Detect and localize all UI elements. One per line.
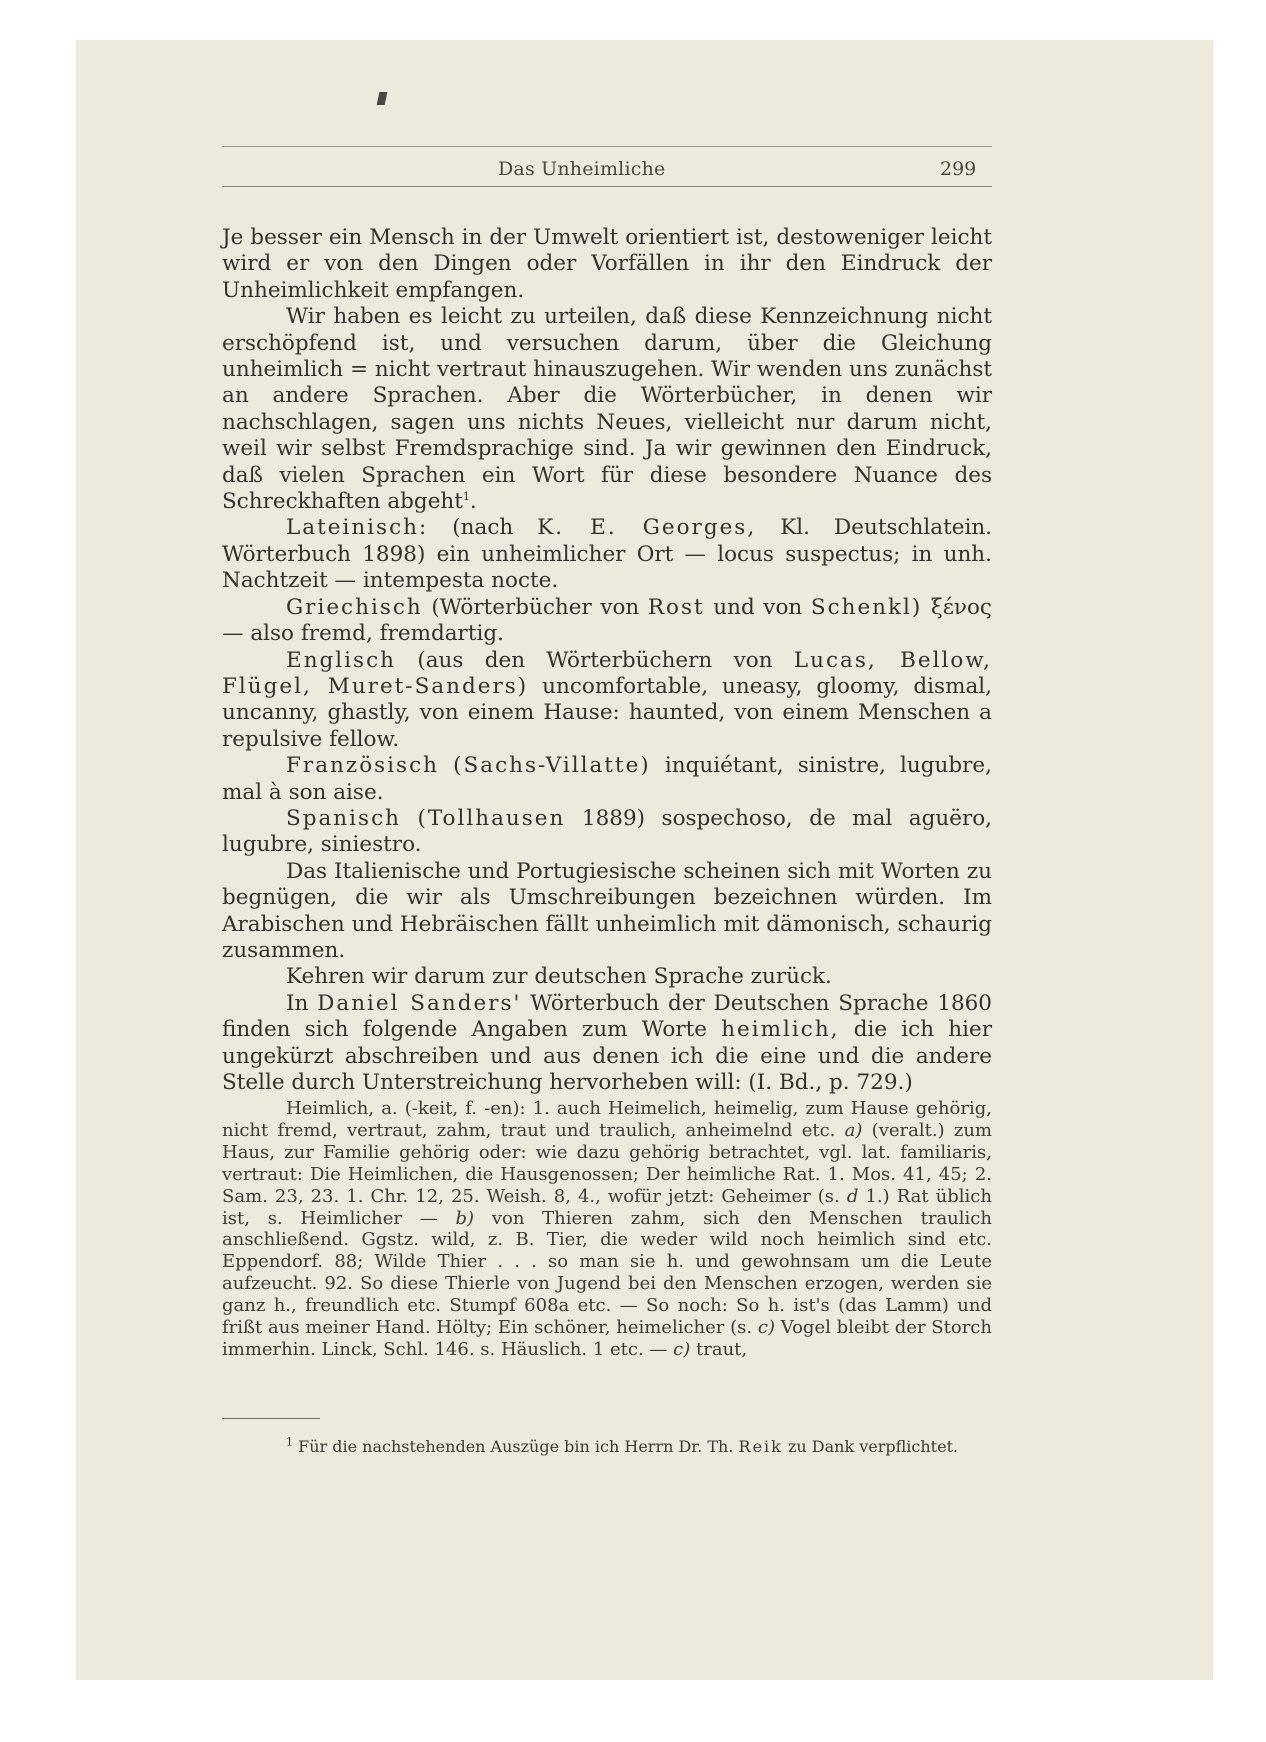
sanders-word: heimlich, — [721, 1017, 840, 1043]
quote-heimlich — [222, 1098, 992, 1361]
entry-english-label: Englisch — [286, 647, 396, 673]
entry-english-authors: Lucas, Bellow, Flügel, Muret-Sanders) — [222, 647, 992, 699]
entry-spanish — [222, 806, 992, 859]
entry-latin-text: Kl. Deutschlatein. Wörterbuch 1898) ein unheimlicher Ort — locus suspectus; in unh. Nachtzeit — intempesta nocte. — [222, 515, 992, 594]
paragraph-orientation: Je besser ein Mensch in der Umwelt orientiert ist, destoweniger leicht wird er von den Dingen oder Vorfällen in ihr den Eindruck der Unheimlichkeit empfangen. — [222, 225, 992, 303]
entry-spanish-label: Spanisch — [286, 805, 401, 831]
page-number: 299 — [940, 158, 977, 180]
entry-greek-label: Griechisch — [286, 594, 423, 620]
dictionary-quote — [222, 1098, 992, 1361]
quote-part-3: 1.) Rat üblich ist, s. Heimlicher — — [222, 1185, 992, 1229]
entry-greek — [222, 595, 992, 648]
entry-french-text: inquiétant, sinistre, lugubre, mal à son aise. — [222, 753, 992, 805]
header-rule-bottom — [222, 186, 992, 187]
entry-latin — [222, 515, 992, 594]
footnote-ref: 1 — [462, 489, 470, 503]
footnote-name: Reik — [738, 1437, 783, 1456]
paragraph-dictionaries: Wir haben es leicht zu urteilen, daß diese Kennzeichnung nicht erschöpfend ist, und versuchen darum, über die Gleichung unheimlich = nicht vertraut hinauszugehen. Wir wenden uns zunächst an andere Sprachen. Aber die Wörterbücher, in denen wir nachschlagen, sagen uns nichts Neues, vielleicht nur darum nicht, weil wir selbst Fremdsprachige sind. Ja wir gewinnen den Eindruck, daß vielen Sprachen ein Wort für diese besondere Nuance des Schreckhaften abgeht$^1$. — [222, 304, 992, 515]
entry-french-label: Französisch — [286, 753, 439, 779]
quote-part-1: Heimlich, a. (-keit, f. -en): 1. auch Heimelich, heimelig, zum Hause gehörig, nicht fremd, vertraut, zahm, traut und traulich, anheimelnd etc. — [222, 1098, 992, 1141]
entry-greek-text: ξένος — also fremd, fremdartig. — [222, 594, 992, 647]
sanders-post: die ich hier ungekürzt abschreiben und aus denen ich die eine und die andere Stelle durch Unterstreichung hervorheben will: (I. Bd., p. 729.) — [222, 1017, 992, 1095]
entry-latin-source: (nach — [452, 515, 538, 541]
entry-latin-label: Lateinisch: — [286, 515, 429, 541]
entry-english-source: (aus den Wörterbüchern von — [417, 647, 773, 673]
entry-spanish-text: 1889) sospechoso, de mal aguëro, lugubre, siniestro. — [222, 805, 993, 858]
footnote-marker: 1 — [286, 1435, 293, 1449]
quote-mark-c1: c) — [757, 1317, 775, 1339]
quote-mark-c2: c) — [673, 1338, 691, 1360]
sanders-pre: In — [286, 990, 309, 1016]
entry-french-source: (Sachs-Villatte) — [453, 753, 651, 779]
quote-part-6: traut, — [696, 1338, 748, 1360]
entry-spanish-source: (Tollhausen — [417, 805, 566, 831]
body-text — [222, 225, 992, 1096]
footnote-post: zu Dank verpflichtet. — [787, 1437, 959, 1456]
entry-greek-source: (Wörterbücher von — [431, 594, 640, 620]
entry-greek-schenkl: Schenkl) — [810, 594, 923, 620]
paragraph-italian: Das Italienische und Portugiesische scheinen sich mit Worten zu begnügen, die wir als Umschreibungen bezeichnen würden. Im Arabischen und Hebräischen fällt unheimlich mit dämonisch, schaurig zusammen. — [222, 858, 992, 963]
paragraph-return: Kehren wir darum zur deutschen Sprache zurück. — [286, 964, 832, 990]
sanders-name: Daniel Sanders' — [317, 990, 522, 1016]
quote-mark-b: b) — [455, 1207, 475, 1229]
quote-mark-a: a) — [844, 1119, 863, 1141]
header-rule-top — [222, 146, 992, 147]
footnote-pre: Für die nachstehenden Auszüge bin ich Herrn Dr. Th. — [298, 1437, 734, 1456]
entry-english-text: uncomfortable, uneasy, gloomy, dismal, uncanny, ghastly, von einem Hause: haunted, von einem Menschen a repulsive fellow. — [222, 673, 992, 752]
quote-part-4: von Thieren zahm, sich den Menschen traulich anschließend. Ggstz. wild, z. B. Tier, die weder wild noch heimlich sind etc. Eppendorf. 88; Wilde Thier . . . so man sie h. und gewohnsam um die Leute aufzeucht. 92. So diese Thierle von Jugend bei den Menschen erzogen, werden sie ganz h., freundlich etc. Stumpf 608a etc. — So noch: So h. ist's (das Lamm) und frißt aus meiner Hand. Hölty; Ein schöner, heimelicher (s. — [222, 1207, 992, 1339]
footnote-text — [222, 1436, 992, 1457]
paragraph-sanders — [222, 991, 992, 1097]
entry-latin-author: K. E. Georges, — [537, 515, 757, 541]
quote-mark-d: d — [846, 1185, 859, 1207]
entry-greek-und: und von — [713, 594, 803, 620]
footnote — [222, 1436, 992, 1457]
footnote-rule — [222, 1418, 320, 1419]
sanders-mid: Wörterbuch der Deutschen Sprache 1860 finden sich folgende Angaben zum Worte — [222, 990, 992, 1043]
entry-english — [222, 648, 992, 754]
running-title: Das Unheimliche — [498, 158, 666, 180]
quote-part-5: Vogel bleibt der Storch immerhin. Linck, Schl. 146. s. Häuslich. 1 etc. — — [222, 1317, 992, 1360]
paragraph-dictionaries-text: Wir haben es leicht zu urteilen, daß diese Kennzeichnung nicht erschöpfend ist, und versuchen darum, über die Gleichung unheimlich = nicht vertraut hinauszugehen. Wir wenden uns zunächst an andere Sprachen. Aber die Wörterbücher, in denen wir nachschlagen, sagen uns nichts Neues, vielleicht nur darum nicht, weil wir selbst Fremdsprachige sind. Ja wir gewinnen den Eindruck, daß vielen Sprachen ein Wort für diese besondere Nuance des Schreckhaften abgeht — [222, 304, 992, 515]
entry-greek-rost: Rost — [647, 594, 705, 620]
quote-part-2: (veralt.) zum Haus, zur Familie gehörig oder: wie dazu gehörig betrachtet, vgl. lat. familiaris, vertraut: Die Heimlichen, die Hausgenossen; Der heimliche Rat. 1. Mos. 41, 45; 2. Sam. 23, 23. 1. Chr. 12, 25. Weish. 8, 4., wofür jetzt: Geheimer (s. — [222, 1119, 992, 1207]
entry-french — [222, 753, 992, 806]
